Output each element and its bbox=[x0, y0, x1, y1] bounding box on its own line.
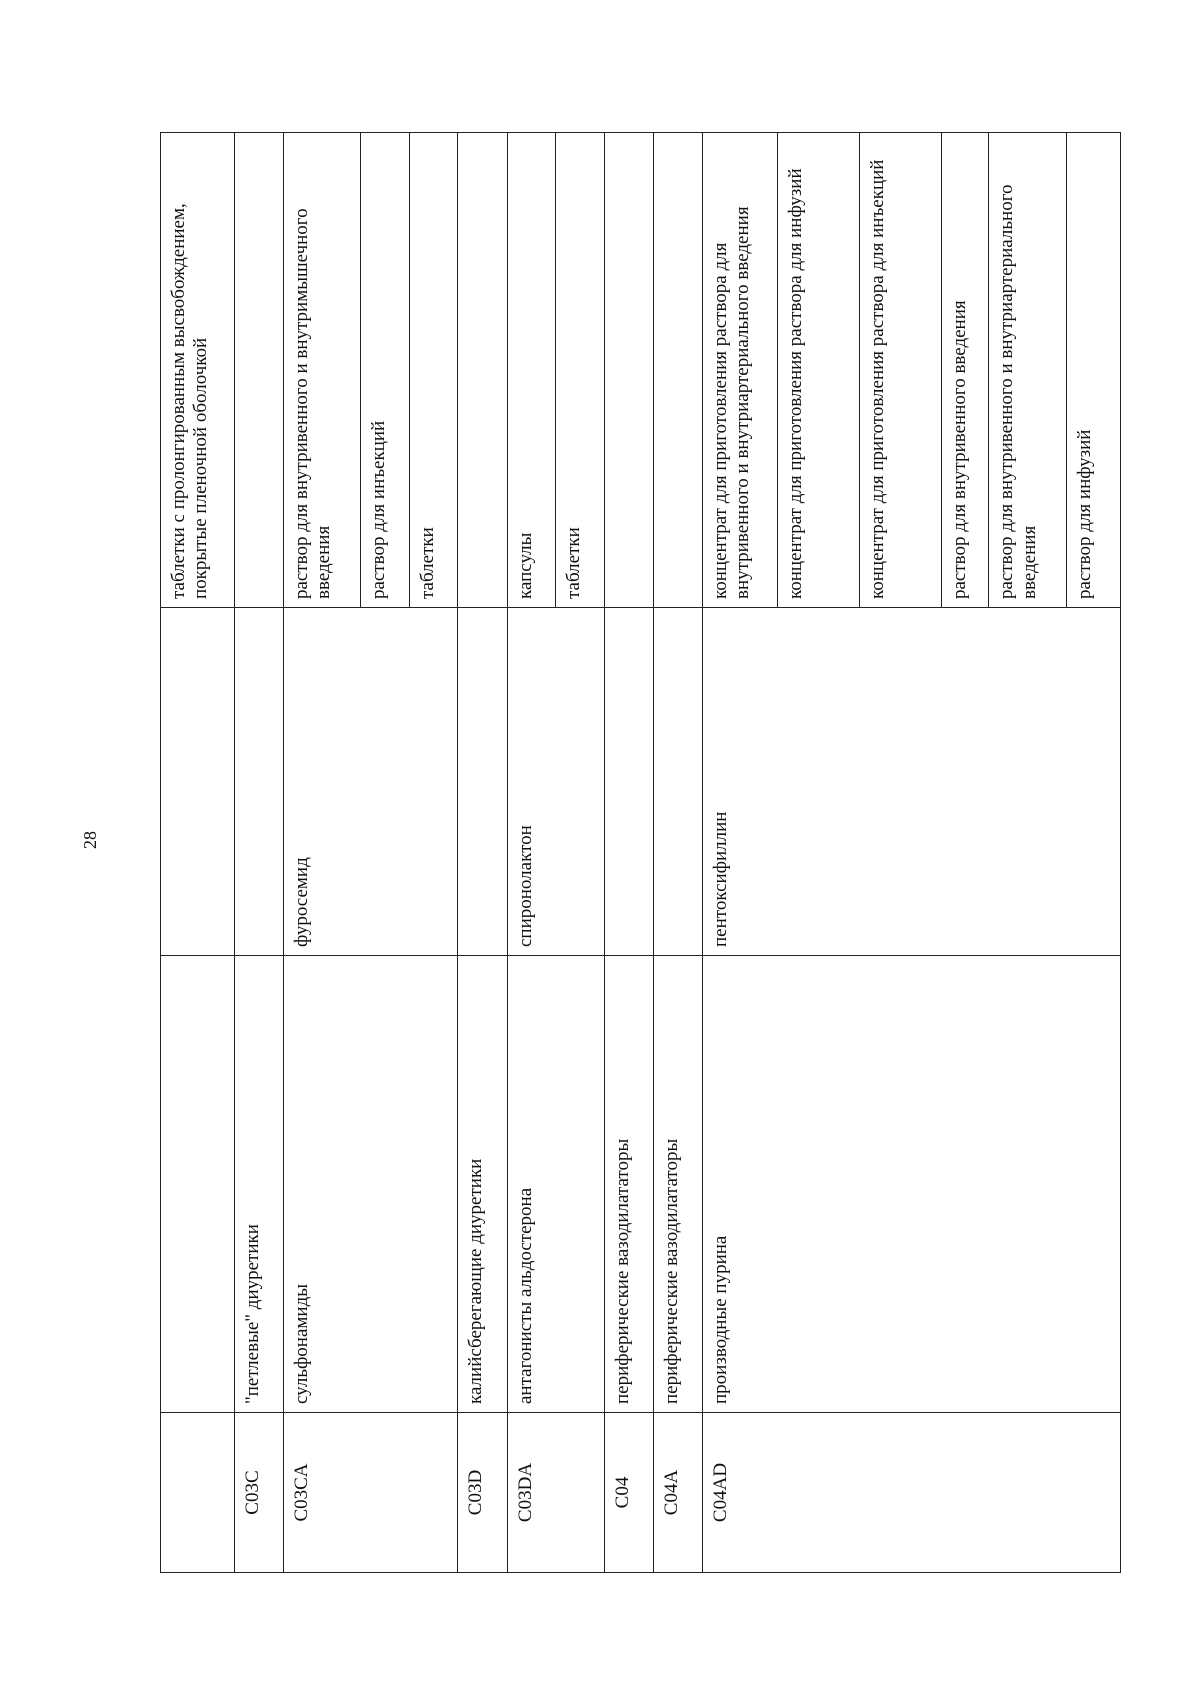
group-cell bbox=[161, 956, 235, 1413]
form-cell: концентрат для приготовления раствора для внутривенного и внутриартериального введения bbox=[702, 133, 777, 608]
drug-cell: спиронолактон bbox=[507, 608, 604, 956]
form-cell: таблетки с пролонгированным высвобождением, покрытые пленочной оболочкой bbox=[161, 133, 235, 608]
table-row bbox=[161, 133, 235, 1573]
form-cell: таблетки bbox=[556, 133, 604, 608]
form-cell bbox=[235, 133, 283, 608]
group-cell: калийсберегающие диуретики bbox=[458, 956, 508, 1413]
atc-code-cell bbox=[161, 1413, 235, 1573]
form-cell: раствор для внутривенного и внутримышечного введения bbox=[283, 133, 361, 608]
atc-code-cell: C03DA bbox=[507, 1413, 604, 1573]
atc-code-cell: C03C bbox=[235, 1413, 283, 1573]
form-cell: капсулы bbox=[507, 133, 555, 608]
table-row bbox=[283, 133, 361, 1573]
drug-cell bbox=[235, 608, 283, 956]
form-cell: раствор для инъекций bbox=[361, 133, 409, 608]
atc-code-cell: C03D bbox=[458, 1413, 508, 1573]
group-cell: периферические вазодилататоры bbox=[654, 956, 702, 1413]
drug-cell bbox=[458, 608, 508, 956]
table-row bbox=[604, 133, 654, 1573]
table-row bbox=[458, 133, 508, 1573]
form-cell: раствор для внутривенного и внутриартериального введения bbox=[989, 133, 1067, 608]
drug-table bbox=[160, 132, 1121, 1573]
drug-cell bbox=[654, 608, 702, 956]
drug-cell: пентоксифиллин bbox=[702, 608, 1120, 956]
drug-cell: фуросемид bbox=[283, 608, 458, 956]
rotated-table-wrapper bbox=[160, 133, 1121, 1573]
table-row bbox=[702, 133, 777, 1573]
form-cell bbox=[458, 133, 508, 608]
atc-code-cell: C04 bbox=[604, 1413, 654, 1573]
table-row bbox=[654, 133, 702, 1573]
table-row bbox=[507, 133, 555, 1573]
group-cell: периферические вазодилататоры bbox=[604, 956, 654, 1413]
drug-cell bbox=[161, 608, 235, 956]
group-cell: "петлевые" диуретики bbox=[235, 956, 283, 1413]
table-row bbox=[235, 133, 283, 1573]
drug-cell bbox=[604, 608, 654, 956]
form-cell: концентрат для приготовления раствора для инфузий bbox=[778, 133, 860, 608]
form-cell: таблетки bbox=[409, 133, 457, 608]
form-cell: раствор для внутривенного введения bbox=[942, 133, 989, 608]
group-cell: сульфонамиды bbox=[283, 956, 458, 1413]
form-cell: раствор для инфузий bbox=[1067, 133, 1121, 608]
form-cell: концентрат для приготовления раствора для инъекций bbox=[860, 133, 942, 608]
page-number: 28 bbox=[80, 831, 100, 849]
group-cell: производные пурина bbox=[702, 956, 1120, 1413]
form-cell bbox=[654, 133, 702, 608]
atc-code-cell: C04AD bbox=[702, 1413, 1120, 1573]
group-cell: антагонисты альдостерона bbox=[507, 956, 604, 1413]
atc-code-cell: C04A bbox=[654, 1413, 702, 1573]
atc-code-cell: C03CA bbox=[283, 1413, 458, 1573]
form-cell bbox=[604, 133, 654, 608]
